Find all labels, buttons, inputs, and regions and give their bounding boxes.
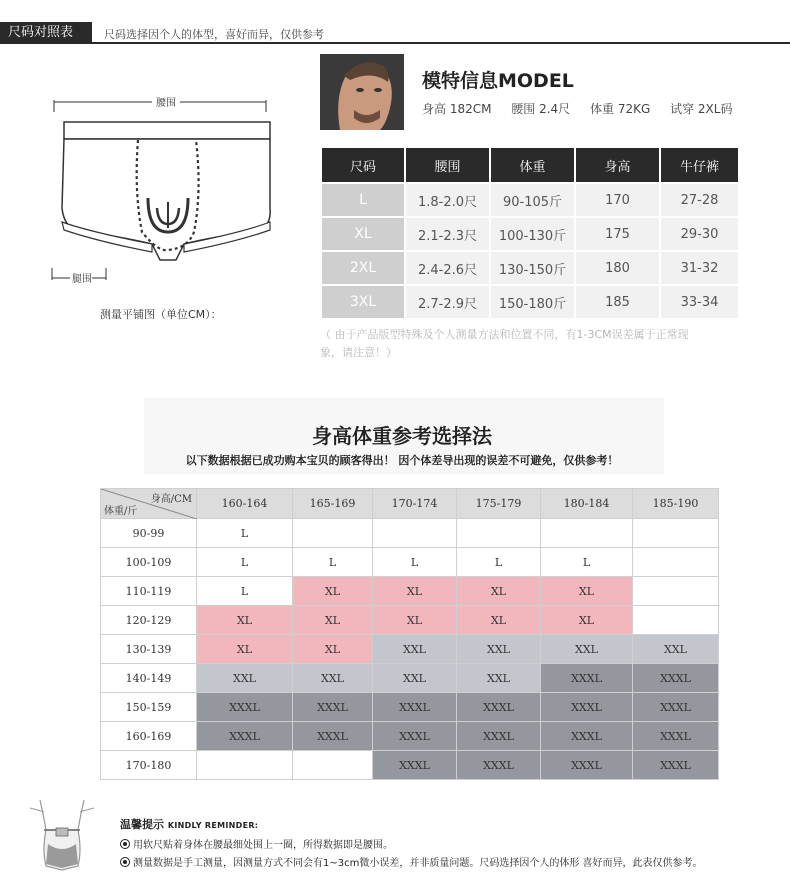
size-recommendation-cell: XXXL [457,722,541,751]
size-recommendation-cell: L [197,548,293,577]
table-cell: 130-150斤 [491,252,574,284]
size-recommendation-cell: XL [541,577,633,606]
size-recommendation-cell: XXXL [457,751,541,780]
size-recommendation-cell: XXL [633,635,719,664]
size-recommendation-cell: XXXL [197,693,293,722]
reminder-title-en: KINDLY REMINDER: [167,821,259,830]
table-cell: 170 [576,184,659,216]
reminder-item [120,836,393,851]
size-table [320,146,740,320]
size-note: （ 由于产品版型特殊及个人测量方法和位置不同，有1-3CM误差属于正常现象，请注意！） [320,328,689,359]
weight-range-label: 90-99 [101,519,197,548]
reminder-text: 测量数据是手工测量，因测量方式不同会有1~3cm微小误差，并非质量问题。尺码选择因个人的体形 喜好而异，此表仅供参考。 [133,858,703,869]
model-info [422,100,748,117]
size-recommendation-cell: L [541,548,633,577]
waistband [64,122,270,139]
height-range-header: 180-184 [541,489,633,519]
grid-header-row [101,489,719,519]
size-recommendation-cell [633,606,719,635]
grid-row [101,577,719,606]
size-cell: 3XL [322,286,404,318]
table-row [322,218,738,250]
section-subtitle: 尺码选择因个人的体型，喜好而异，仅供参考 [104,28,324,41]
size-recommendation-cell: XXXL [633,693,719,722]
model-height: 身高 182CM [422,102,492,116]
size-recommendation-cell: XL [541,606,633,635]
size-recommendation-cell: XXXL [293,693,373,722]
corner-height-label: 身高/CM [150,494,192,505]
size-recommendation-cell [293,751,373,780]
table-row [322,184,738,216]
header-size: 尺码 [322,148,404,182]
size-recommendation-cell: XXXL [633,722,719,751]
grid-row [101,693,719,722]
header-weight: 体重 [491,148,574,182]
table-cell: 100-130斤 [491,218,574,250]
section-tag: 尺码对照表 [0,22,92,44]
grid-row [101,664,719,693]
reminder-text: 用软尺贴着身体在腰最细处围上一圈，所得数据即是腰围。 [133,840,393,851]
size-recommendation-cell [633,548,719,577]
header-jeans: 牛仔裤 [661,148,738,182]
table-cell: 185 [576,286,659,318]
size-recommendation-cell: XXL [457,664,541,693]
weight-range-label: 110-119 [101,577,197,606]
grid-row [101,722,719,751]
weight-range-label: 160-169 [101,722,197,751]
weight-range-label: 150-159 [101,693,197,722]
size-recommendation-cell: XXXL [633,751,719,780]
table-cell: 33-34 [661,286,738,318]
table-cell: 90-105斤 [491,184,574,216]
leg-label: 腿围 [72,274,92,285]
reminder-title-cn: 温馨提示 [120,818,164,831]
table-cell: 2.7-2.9尺 [406,286,489,318]
size-recommendation-cell [541,519,633,548]
grid-row [101,635,719,664]
model-waist: 腰围 2.4尺 [511,102,571,116]
size-cell: XL [322,218,404,250]
size-recommendation-cell: XXL [373,635,457,664]
size-recommendation-cell [197,751,293,780]
measurement-diagram [40,82,280,292]
size-recommendation-cell: XL [293,635,373,664]
size-recommendation-cell: L [197,577,293,606]
brief-body [62,139,270,260]
size-recommendation-cell [293,519,373,548]
grid-row [101,519,719,548]
bullet-icon [120,839,130,849]
weight-range-label: 140-149 [101,664,197,693]
size-recommendation-cell: XXL [541,635,633,664]
size-recommendation-cell: L [293,548,373,577]
height-range-header: 165-169 [293,489,373,519]
model-title: 模特信息MODEL [422,70,574,92]
size-recommendation-cell: L [197,519,293,548]
waist-label: 腰围 [156,98,176,109]
height-range-header: 160-164 [197,489,293,519]
size-recommendation-cell: XXL [293,664,373,693]
grid-row [101,751,719,780]
size-recommendation-cell: XXL [457,635,541,664]
size-recommendation-cell [457,519,541,548]
table-row [322,286,738,318]
size-recommendation-cell: XL [197,635,293,664]
size-recommendation-cell: L [457,548,541,577]
reference-subtitle: 以下数据根据已成功购本宝贝的顾客得出！ 因个体差导出现的误差不可避免，仅供参考！ [185,454,619,467]
table-row [322,252,738,284]
model-tried-size: 试穿 2XL码 [670,102,733,116]
height-weight-grid [100,488,719,780]
size-recommendation-cell [373,519,457,548]
table-cell: 27-28 [661,184,738,216]
size-recommendation-cell: XXXL [541,751,633,780]
size-recommendation-cell: XXXL [373,693,457,722]
size-recommendation-cell: XXXL [293,722,373,751]
size-recommendation-cell [633,519,719,548]
size-recommendation-cell: XXL [373,664,457,693]
size-recommendation-cell: XXXL [541,693,633,722]
size-table-header [322,148,738,182]
size-recommendation-cell: XXXL [541,664,633,693]
table-cell: 2.4-2.6尺 [406,252,489,284]
size-recommendation-cell: XXXL [457,693,541,722]
size-recommendation-cell: XXXL [541,722,633,751]
size-cell: 2XL [322,252,404,284]
table-cell: 1.8-2.0尺 [406,184,489,216]
height-range-header: 175-179 [457,489,541,519]
table-cell: 175 [576,218,659,250]
size-recommendation-cell: XXXL [373,751,457,780]
reference-title: 身高体重参考选择法 [312,424,492,448]
grid-row [101,606,719,635]
size-recommendation-cell: XL [293,606,373,635]
weight-range-label: 120-129 [101,606,197,635]
size-recommendation-cell: XXXL [633,664,719,693]
table-cell: 2.1-2.3尺 [406,218,489,250]
size-recommendation-cell: L [373,548,457,577]
size-recommendation-cell: XL [197,606,293,635]
corner-weight-label: 体重/斤 [104,506,138,517]
size-recommendation-cell: XXL [197,664,293,693]
table-cell: 31-32 [661,252,738,284]
size-recommendation-cell [633,577,719,606]
grid-body [101,519,719,780]
bullet-icon [120,857,130,867]
model-weight: 体重 72KG [590,102,651,116]
size-recommendation-cell: XL [373,606,457,635]
table-cell: 29-30 [661,218,738,250]
weight-range-label: 100-109 [101,548,197,577]
header-waist: 腰围 [406,148,489,182]
reminder-title [120,816,258,832]
height-range-header: 170-174 [373,489,457,519]
size-cell: L [322,184,404,216]
weight-range-label: 130-139 [101,635,197,664]
table-cell: 150-180斤 [491,286,574,318]
size-recommendation-cell: XL [293,577,373,606]
grid-corner [101,489,197,519]
grid-row [101,548,719,577]
reminder-item [120,854,703,869]
weight-range-label: 170-180 [101,751,197,780]
size-recommendation-cell: XXXL [197,722,293,751]
diagram-caption: 测量平铺图（单位CM）： [100,308,222,321]
section-header [0,22,790,44]
size-recommendation-cell: XL [457,577,541,606]
header-divider [0,42,790,44]
height-range-header: 185-190 [633,489,719,519]
size-recommendation-cell: XL [373,577,457,606]
model-photo [320,54,404,130]
header-height: 身高 [576,148,659,182]
size-recommendation-cell: XL [457,606,541,635]
size-recommendation-cell: XXXL [373,722,457,751]
table-cell: 180 [576,252,659,284]
waist-measuring-figure [22,800,102,872]
